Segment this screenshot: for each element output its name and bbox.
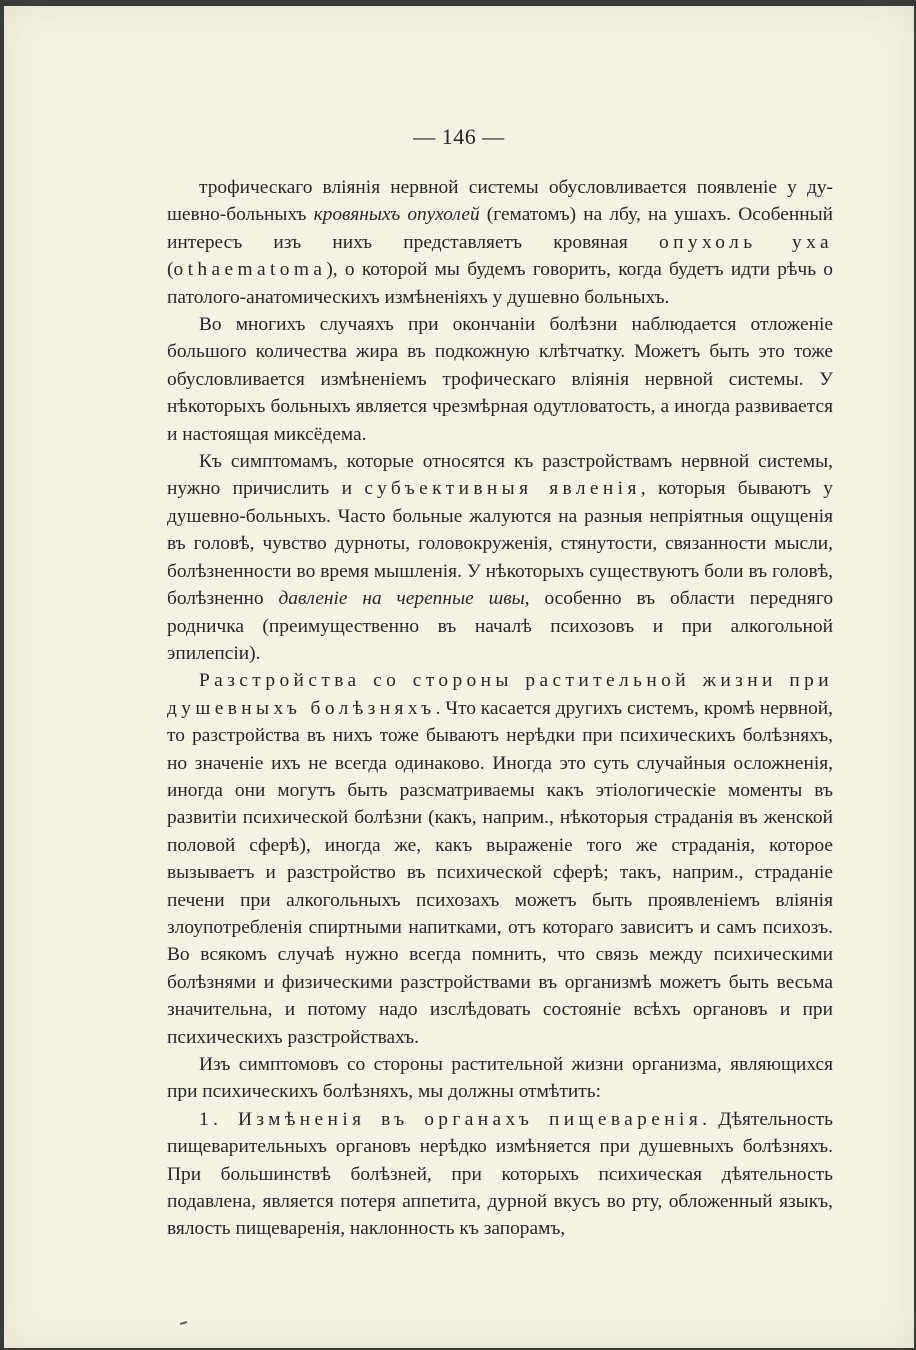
spaced-emphasis: опухоль уха [658, 231, 833, 253]
paragraph [167, 1106, 833, 1243]
text-run: трофическаго вліянія нервной системы обусловливается появленіе у душевно-больныхъ [167, 177, 833, 226]
body-text [167, 174, 833, 1243]
text-run: ), о которой мы будемъ говорить, когда будетъ идти рѣчь о патолого-анатомическихъ измѣненіяхъ у душевно больныхъ. [167, 259, 833, 308]
spaced-emphasis: субъективныя явленія [364, 478, 641, 500]
spaced-emphasis: Разстройства со стороны растительной жизни при душевныхъ болѣзняхъ [167, 670, 833, 719]
paragraph [167, 174, 833, 311]
text-run: . Что касается другихъ системъ, кромѣ нервной, то разстройства въ нихъ тоже бываютъ нерѣдки при психическихъ болѣзняхъ, но значеніе ихъ не всегда одинаково. Иногда это суть случайныя осложненія, иногда они могутъ быть разсматриваемы какъ этіологическіе моменты въ развитіи психической болѣзни (какъ, наприм., нѣкоторыя страданія въ женской половой сферѣ), иногда же, какъ выраженіе того же страданія, которое вызываетъ и разстройство въ психической сферѣ; такъ, наприм., страданіе печени при алкогольныхъ психозахъ можетъ быть проявленіемъ вліянія злоупотребленія спиртными напитками, отъ котораго зависитъ и самъ психозъ. Во всякомъ случаѣ нужно всегда помнить, что связь между психическими болѣзнями и физическими разстройствами въ организмѣ можетъ быть весьма значительна, и потому надо изслѣдовать состояніе всѣхъ органовъ и при психическихъ разстройствахъ. [167, 697, 833, 1048]
text-run: , особенно въ области передняго родничка (преимущественно въ началѣ психозовъ и при алкогольной эпилепсіи). [167, 588, 834, 664]
paragraph [167, 448, 833, 667]
text-run: (гематомъ) на лбу, на ушахъ. Особенный интересъ изъ нихъ представляетъ кровяная [167, 204, 833, 253]
paragraph [167, 667, 833, 1051]
text-run: , которыя бываютъ у душевно-больныхъ. Часто больные жалуются на разныя непріятныя ощущенія въ головѣ, чувство дурноты, головокруженія, стянутости, связанности мысли, болѣзненности во время мышленія. У нѣкоторыхъ существуютъ боли въ головѣ, болѣзненно [167, 478, 834, 610]
italic-emphasis: давленіе на черепные швы [278, 588, 525, 610]
text-run: ( [167, 259, 174, 281]
text-run: . Дѣятельность пищеварительныхъ органовъ нерѣдко измѣняется при душевныхъ болѣзняхъ. При большинствѣ болѣзней, при которыхъ психическая дѣятельность подавлена, является потеря аппетита, дурной вкусъ во рту, обложенный языкъ, вялость пищеваренія, наклонность къ запорамъ, [167, 1108, 833, 1240]
scan-speck [180, 1321, 187, 1325]
text-run: Изъ симптомовъ со стороны растительной жизни организма, являющихся при психическихъ болѣзняхъ, мы должны отмѣтить: [167, 1054, 833, 1103]
paragraph [167, 1051, 833, 1106]
spaced-emphasis: othaematoma [173, 259, 327, 281]
spaced-emphasis: 1. Измѣненія въ органахъ пищеваренія [199, 1108, 703, 1130]
page-number: — 146 — [413, 124, 505, 149]
book-page [4, 6, 914, 1348]
text-run: Къ симптомамъ, которые относятся къ разстройствамъ нервной системы, нужно причислить и [167, 451, 833, 500]
text-run: Во многихъ случаяхъ при окончаніи болѣзни наблюдается отложеніе большого количества жира въ подкожную клѣтчатку. Можетъ быть это тоже обусловливается измѣненіемъ трофическаго вліянія нервной системы. У нѣкоторыхъ больныхъ является чрезмѣрная одутловатость, а иногда развивается и настоящая миксёдема. [167, 314, 833, 445]
paragraph [167, 311, 833, 448]
italic-emphasis: кровяныхъ опухолей [313, 204, 480, 226]
